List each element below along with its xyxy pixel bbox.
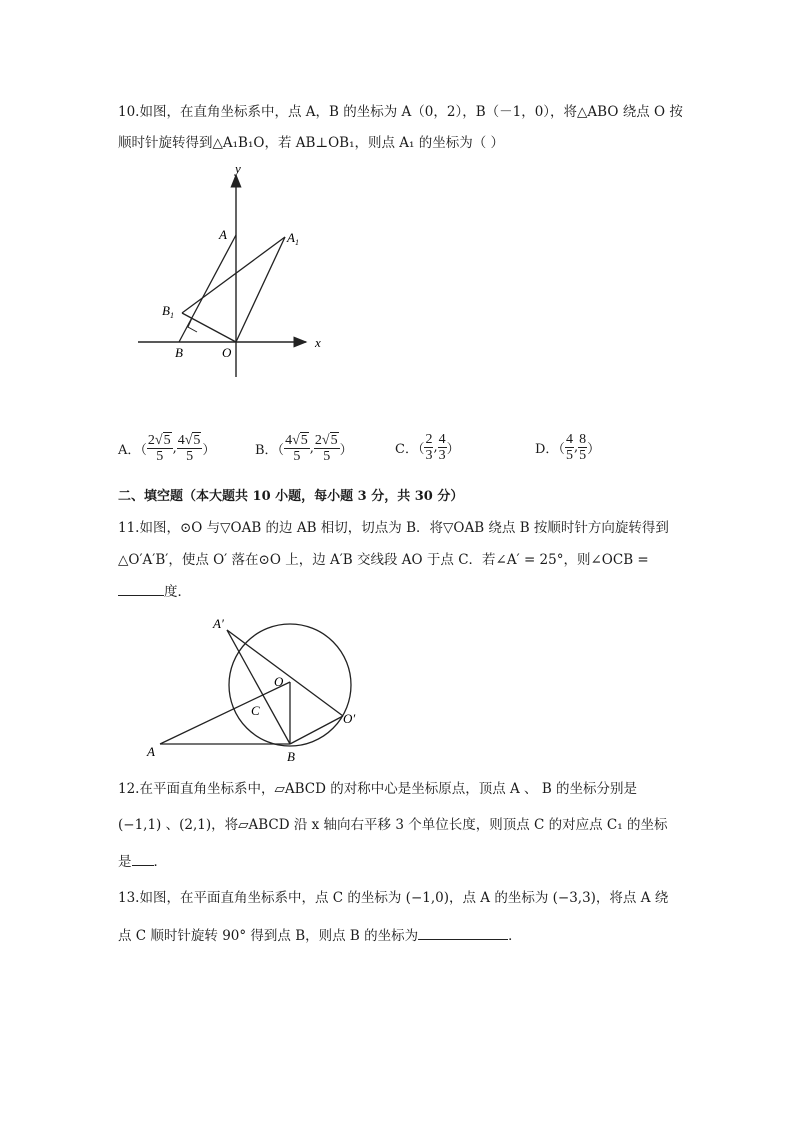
label-a: A	[147, 744, 155, 759]
option-c-frac2	[438, 432, 447, 463]
option-b-close: ）	[339, 442, 353, 458]
label-x: x	[315, 335, 321, 350]
segment-b1o	[182, 313, 236, 342]
q13-answer-blank[interactable]	[418, 925, 508, 940]
segment-ao	[160, 682, 290, 744]
option-d-close: ）	[587, 442, 601, 457]
q12-answer-blank[interactable]	[132, 851, 154, 866]
label-a1-main: A	[287, 230, 295, 245]
label-b: B	[287, 749, 295, 764]
label-a1	[286, 230, 299, 247]
q11-line2: △O′A′B′，使点 O′ 落在⊙O 上，边 A′B 交线段 AO 于点 C．若∠A′ = 25°，则∠OCB =	[118, 552, 649, 568]
option-d[interactable]: D．（ $\frac{4}{5}$ , $\frac{8}{5}$ ）	[535, 432, 601, 463]
option-b-frac1: $\frac{4√5}{5}$	[285, 433, 308, 464]
label-o: O	[222, 345, 232, 360]
q12-line1: 12.在平面直角坐标系中，▱ABCD 的对称中心是坐标原点，顶点 A 、 B 的坐标分别是	[118, 781, 638, 797]
segment-a1b1	[182, 237, 285, 313]
label-a1-sub: 1	[294, 238, 299, 247]
option-a-close: ）	[202, 442, 216, 458]
option-c-den1: 3	[425, 448, 433, 463]
q13-line1: 13.如图，在平面直角坐标系中，点 C 的坐标为 (−1,0)，点 A 的坐标为 (−3,3)，将点 A 绕	[118, 890, 669, 906]
option-a-num1: 2	[147, 433, 155, 448]
q12-line3-prefix: 是	[118, 854, 132, 870]
option-d-num1: 4	[565, 432, 573, 447]
label-b: B	[175, 345, 183, 360]
q13-line2-suffix: ．	[508, 928, 522, 944]
option-d-frac2	[578, 432, 587, 463]
label-o-prime: O′	[343, 711, 356, 726]
option-b-num1: 4	[285, 433, 293, 448]
label-a: A	[219, 227, 227, 242]
q12-line2: (−1,1) 、(2,1)，将▱ABCD 沿 x 轴向右平移 3 个单位长度，则顶点 C 的对应点 C₁ 的坐标	[118, 817, 668, 833]
option-c-num2: 4	[438, 432, 446, 447]
label-o: O	[274, 674, 284, 689]
option-d-num2: 8	[579, 432, 587, 447]
q12-line3	[118, 851, 167, 872]
option-b-num2: 2	[314, 433, 322, 448]
q10-figure	[130, 155, 330, 385]
option-b[interactable]: B．（ $\frac{4√5}{5}$ , $\frac{2√5}{5}$ ）	[255, 433, 353, 464]
option-b-frac2: $\frac{2√5}{5}$	[314, 433, 338, 464]
option-a-rad1: 5	[163, 433, 171, 448]
option-b-den2: 5	[323, 449, 331, 464]
option-c-label: C．（	[395, 442, 425, 457]
option-c-den2: 3	[438, 448, 446, 463]
option-a-num2: 4	[177, 433, 185, 448]
option-a-rad2: 5	[193, 433, 201, 448]
q11-line3	[118, 581, 191, 602]
option-d-den2: 5	[579, 448, 587, 463]
segment-oa1	[236, 237, 285, 342]
option-c[interactable]: C．（ $\frac{2}{3}$ , $\frac{4}{3}$ ）	[395, 432, 460, 463]
option-a-frac1: $\frac{2√5}{5}$	[147, 433, 171, 464]
q11-line3-suffix: 度．	[164, 584, 191, 600]
option-b-den1: 5	[293, 449, 301, 464]
option-c-close: ）	[446, 442, 460, 457]
option-b-rad2: 5	[330, 433, 338, 448]
option-b-rad1: 5	[300, 433, 308, 448]
option-d-label: D．（	[535, 442, 565, 457]
q10-line1: 10.如图，在直角坐标系中，点 A，B 的坐标为 A（0，2），B（－1，0），将△ABO 绕点 O 按	[118, 104, 683, 120]
label-a-prime: A′	[213, 616, 224, 631]
option-b-label: B．（	[255, 442, 285, 458]
option-c-num1: 2	[425, 432, 433, 447]
option-c-frac1	[424, 432, 433, 463]
option-a-label: A．（	[118, 442, 147, 458]
option-a-den1: 5	[156, 449, 164, 464]
option-d-den1: 5	[565, 448, 573, 463]
q11-figure	[140, 610, 380, 770]
option-a-den2: 5	[186, 449, 194, 464]
label-y: y	[235, 161, 241, 176]
option-a[interactable]: A．（ $\frac{2√5}{5}$ , $\frac{4√5}{5}$ ）	[118, 433, 216, 464]
option-d-frac1	[565, 432, 574, 463]
segment-ab	[179, 235, 236, 342]
label-b1-sub: 1	[169, 311, 174, 320]
label-b1	[162, 303, 174, 320]
section-2-title: 二、填空题（本大题共 10 小题，每小题 3 分，共 30 分）	[118, 489, 464, 504]
option-a-frac2: $\frac{4√5}{5}$	[177, 433, 201, 464]
q11-answer-blank[interactable]	[118, 581, 164, 596]
q13-line2	[118, 925, 522, 946]
q11-line1: 11.如图，⊙O 与▽OAB 的边 AB 相切，切点为 B．将▽OAB 绕点 B 按顺时针方向旋转得到	[118, 520, 669, 536]
label-b1-main: B	[162, 303, 170, 318]
q12-line3-suffix: ．	[153, 854, 167, 870]
label-c: C	[251, 703, 260, 718]
q10-line2: 顺时针旋转得到△A₁B₁O，若 AB⊥OB₁，则点 A₁ 的坐标为（ ）	[118, 135, 505, 151]
q13-line2-prefix: 点 C 顺时针旋转 90° 得到点 B，则点 B 的坐标为	[118, 928, 419, 944]
